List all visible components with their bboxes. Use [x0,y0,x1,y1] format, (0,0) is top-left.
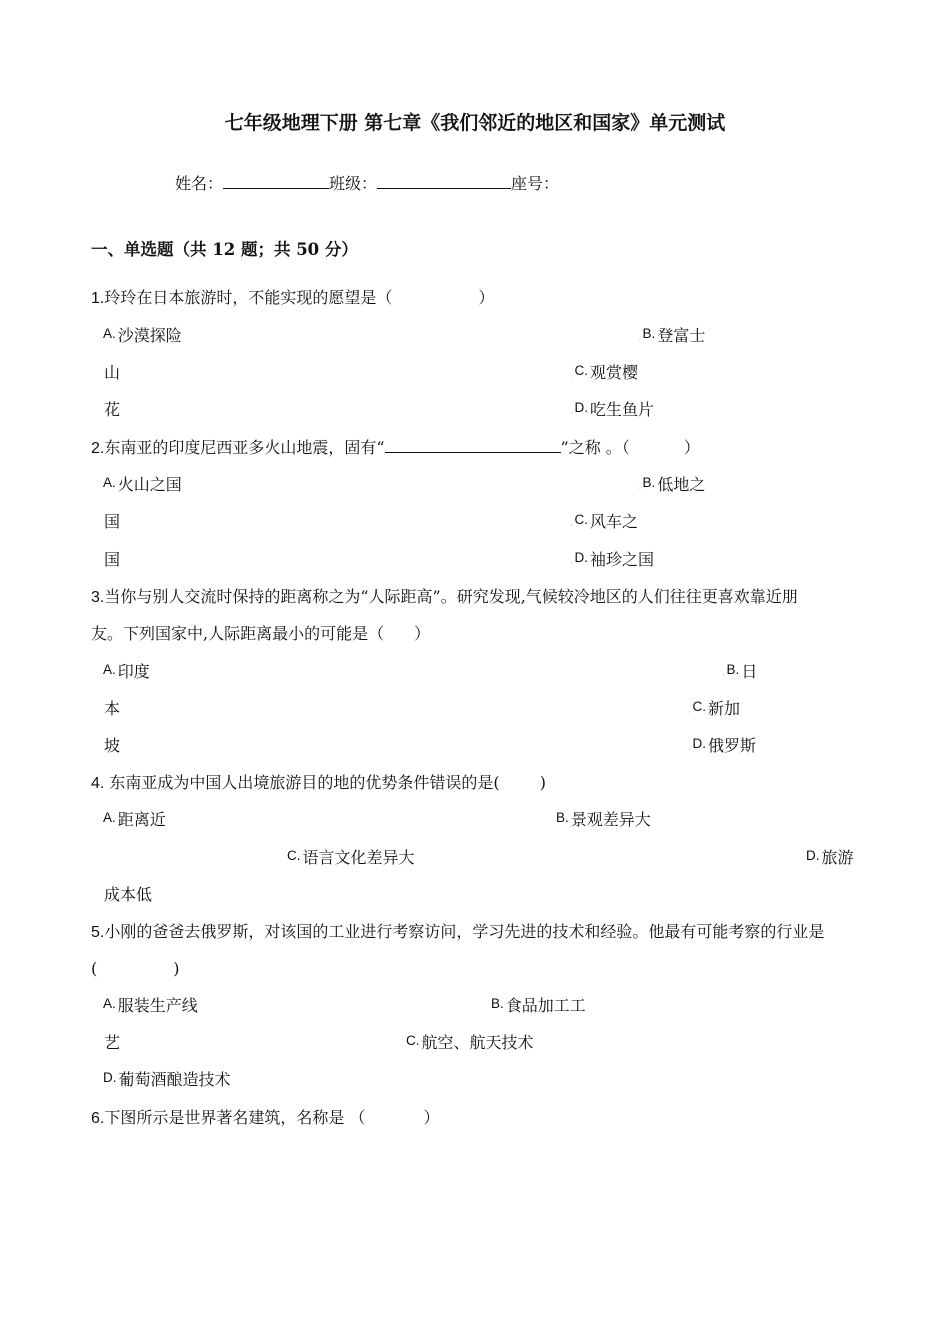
question-5-option-c[interactable] [406,1033,534,1054]
question-2-option-wrap: 国 [104,512,121,531]
question-number: 5. [91,924,105,941]
question-5-option-b[interactable] [491,996,586,1017]
option-text: 服装生产线 [117,996,198,1015]
option-text: 印度 [117,662,150,681]
question-1-option-wrap: 花 [104,400,121,419]
option-text: 葡萄酒酿造技术 [118,1070,231,1089]
question-1-option-d[interactable] [570,400,654,424]
question-1-stem [91,288,494,309]
question-number: 6. [91,1110,105,1127]
option-label: A. [103,475,116,490]
question-text: 当你与别人交流时保持的距离称之为“人际距高”。研究发现,气候较冷地区的人们往往更喜欢靠近朋 [104,587,798,606]
question-1-option-wrap: 山 [104,363,121,382]
question-bracket: ( [91,959,98,978]
question-2-option-wrap: 国 [104,550,121,569]
question-4-option-a[interactable] [103,810,166,831]
option-text: 吃生鱼片 [590,400,655,419]
option-label: C. [287,848,301,863]
name-blank [223,174,329,189]
question-3-option-wrap: 坡 [104,736,121,755]
option-text: 航空、航天技术 [421,1033,534,1052]
option-label: B. [491,996,504,1011]
option-label: A. [103,326,116,341]
option-text: 观赏樱 [590,363,639,382]
answer-blank [385,438,561,453]
option-text: 距离近 [117,810,166,829]
option-label: A. [103,810,116,825]
option-label: C. [574,512,589,527]
dot-marker: ◦ [570,560,574,567]
question-4-option-d[interactable] [806,848,854,869]
question-bracket: ） [423,1108,440,1127]
question-4-stem [91,773,546,794]
question-1-option-a[interactable] [103,326,182,347]
dot-marker: ◦ [570,410,574,417]
question-1-option-c[interactable] [570,363,638,387]
dot-marker: ◦ [638,336,642,343]
option-text: 低地之 [657,475,706,494]
option-label: A. [103,996,116,1011]
question-text: 东南亚的印度尼西亚多火山地震，固有“ [104,438,385,457]
question-text: 玲玲在日本旅游时，不能实现的愿望是（ [104,288,393,307]
option-text: 袖珍之国 [590,550,655,569]
question-3-option-wrap: 本 [104,699,121,718]
dot-marker: ◦ [688,746,692,753]
option-text: 日 [741,662,758,681]
question-5-stem-line1 [91,922,824,943]
option-label: B. [726,662,740,677]
question-3-stem-line1 [91,587,798,608]
option-label: D. [692,736,707,751]
option-label: B. [642,326,656,341]
question-2-option-c[interactable] [570,512,638,536]
dot-marker: ◦ [688,709,692,716]
question-bracket: ） [683,438,700,457]
option-label: B. [642,475,656,490]
option-text: 登富士 [657,326,706,345]
question-text: 东南亚成为中国人出境旅游目的地的优势条件错误的是( [104,773,500,792]
option-text: 旅游 [821,848,854,867]
question-1-option-b[interactable] [638,326,705,350]
question-number: 2. [91,440,105,457]
question-2-option-a[interactable] [103,475,182,496]
question-bracket: ） [478,288,495,307]
class-blank [377,174,511,189]
class-label: 班级： [329,174,378,193]
option-label: B. [556,810,569,825]
question-6-stem [91,1108,439,1129]
question-4-option-b[interactable] [556,810,651,831]
dot-marker: ◦ [638,485,642,492]
question-number: 1. [91,290,105,307]
option-label: D. [574,400,589,415]
option-label: A. [103,662,116,677]
question-3-option-c[interactable] [688,699,740,723]
question-bracket: ) [173,959,180,978]
question-4-option-wrap: 成本低 [104,885,153,904]
dot-marker: ◦ [570,522,574,529]
question-text: 小刚的爸爸去俄罗斯，对该国的工业进行考察访问，学习先进的技术和经验。他最有可能考察的行业是 [104,922,825,941]
option-label: C. [692,699,707,714]
section-heading: 一、单选题（共 12 题；共 50 分） [91,240,358,259]
option-label: C. [406,1033,420,1048]
question-4-option-c[interactable] [287,848,415,869]
question-5-option-a[interactable] [103,996,198,1017]
question-text: 友。下列国家中,人际距离最小的可能是（ [91,624,385,643]
option-text: 食品加工工 [505,996,586,1015]
question-3-option-d[interactable] [688,736,756,760]
question-2-option-d[interactable] [570,550,654,574]
option-text: 景观差异大 [570,810,651,829]
option-label: D. [806,848,820,863]
page-title: 七年级地理下册 第七章《我们邻近的地区和国家》单元测试 [224,112,726,134]
question-bracket: ) [539,773,546,792]
option-text: 风车之 [590,512,639,531]
question-bracket: ） [414,624,431,643]
question-5-stem-line2 [91,959,180,979]
question-5-option-wrap: 艺 [104,1033,121,1052]
question-2-stem [91,438,700,459]
option-label: D. [574,550,589,565]
option-text: 俄罗斯 [708,736,757,755]
option-label: D. [103,1070,117,1085]
question-text: 下图所示是世界著名建筑，名称是 （ [104,1108,366,1127]
question-3-option-b[interactable] [722,662,757,686]
question-2-option-b[interactable] [638,475,705,499]
question-5-option-d[interactable] [103,1070,231,1091]
student-info-line [175,174,559,194]
option-text: 新加 [708,699,741,718]
option-label: C. [574,363,589,378]
dot-marker: ◦ [570,373,574,380]
question-text: ”之称 。（ [560,438,630,457]
option-text: 火山之国 [117,475,182,494]
option-text: 沙漠探险 [117,326,182,345]
question-number: 3. [91,589,105,606]
question-3-option-a[interactable] [103,662,150,683]
dot-marker: ◦ [722,672,726,679]
name-label: 姓名： [175,174,224,193]
seat-label: 座号： [511,174,560,193]
option-text: 语言文化差异大 [302,848,415,867]
question-number: 4. [91,775,105,792]
question-3-stem-line2 [91,624,430,644]
